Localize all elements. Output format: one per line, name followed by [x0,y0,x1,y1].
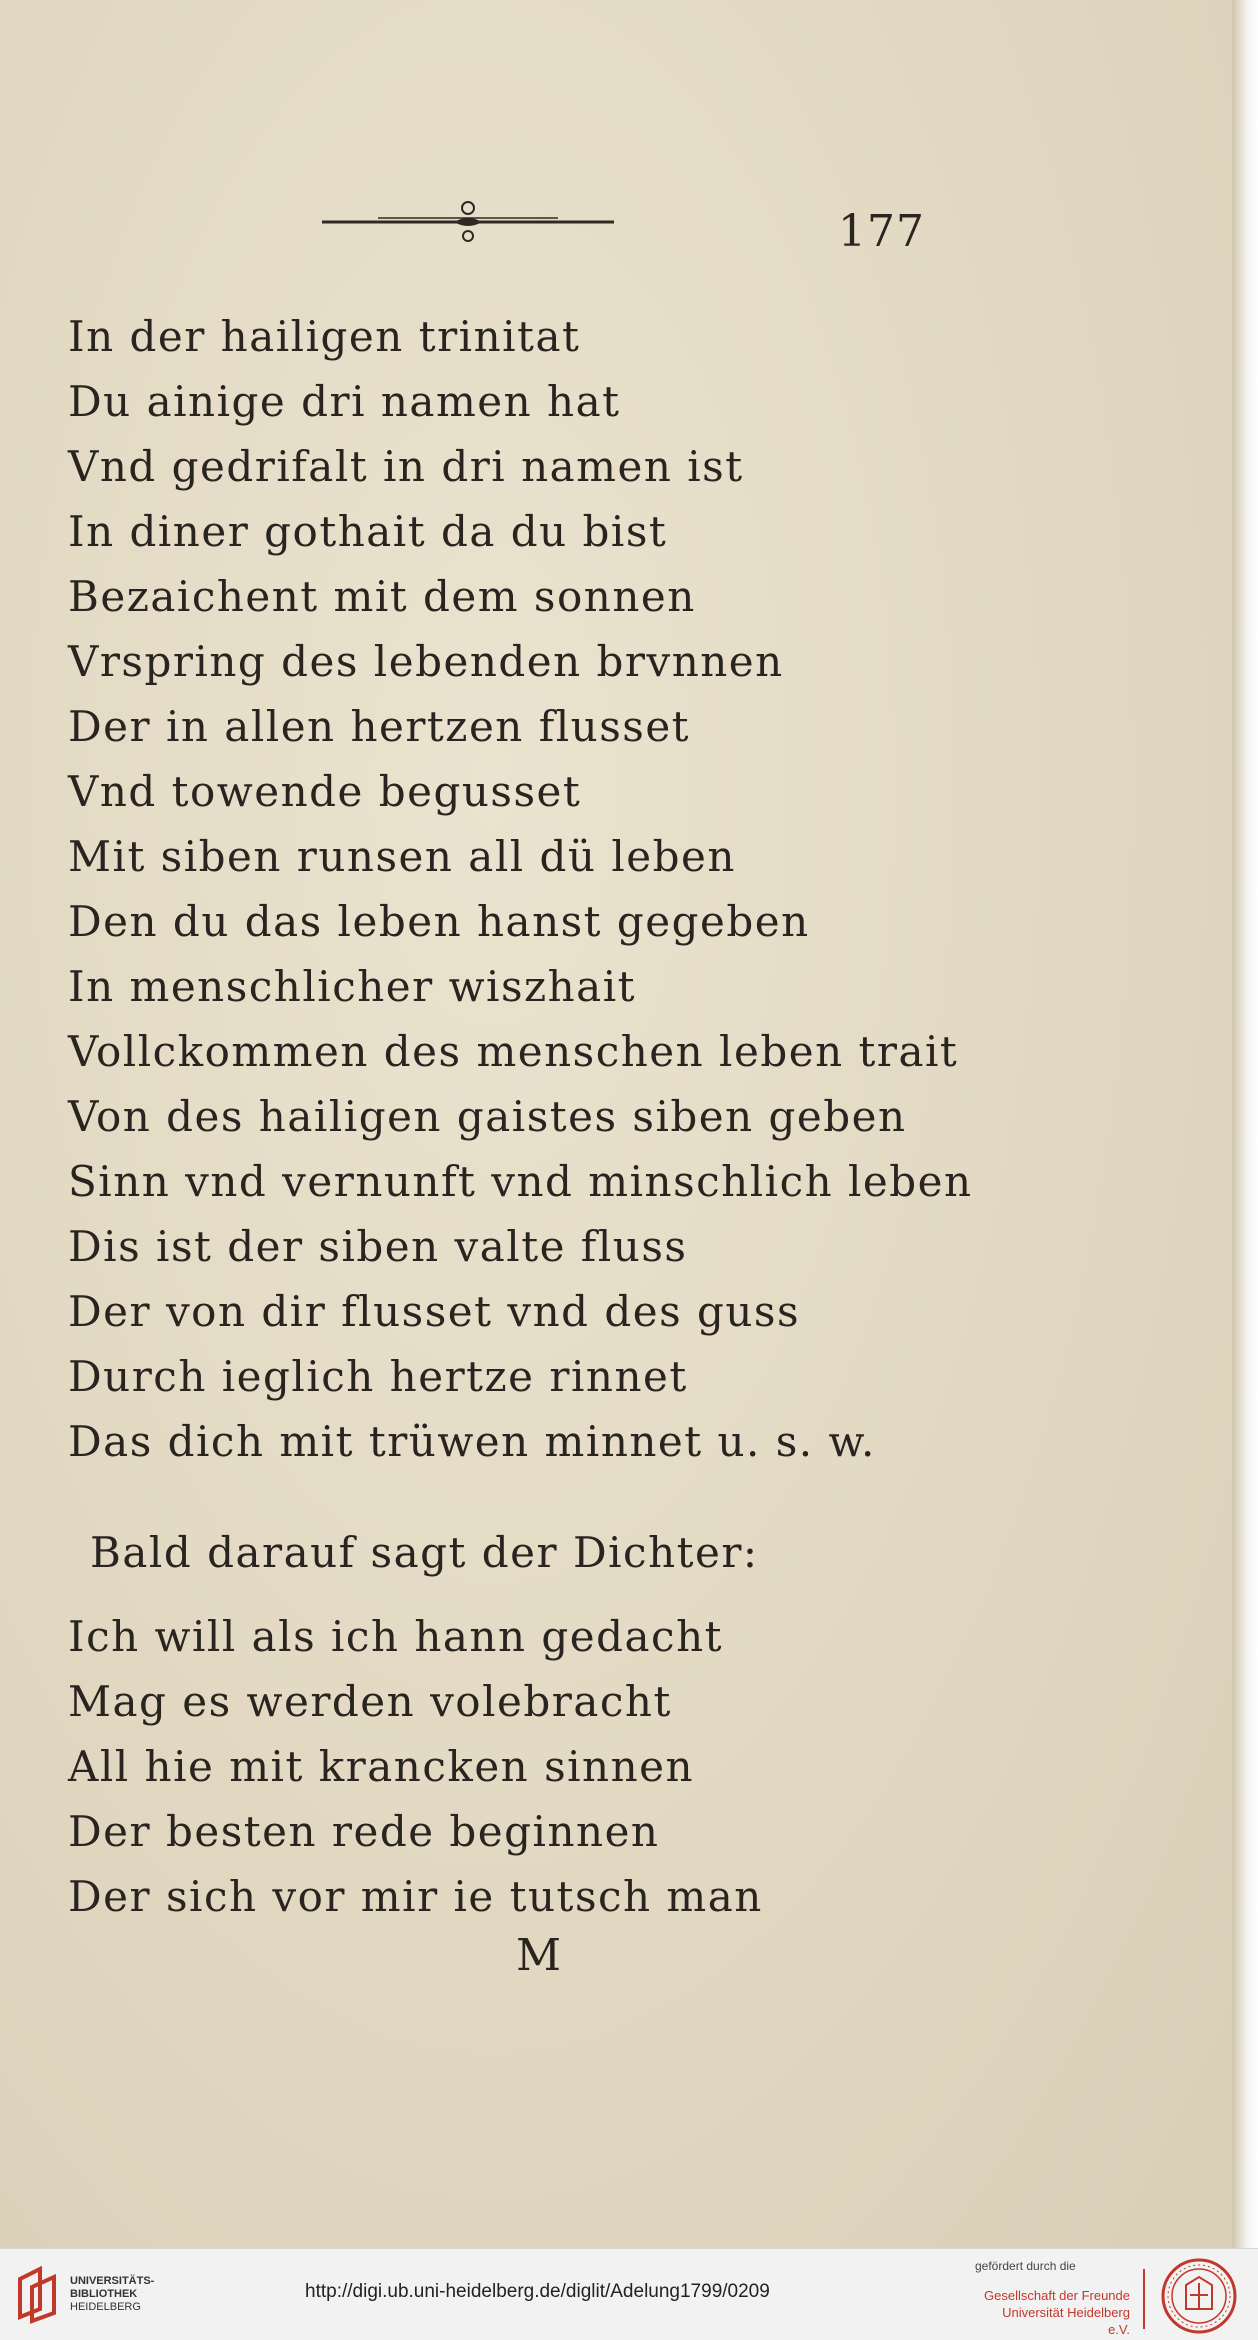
university-seal-icon [1160,2257,1238,2335]
page-number: 177 [838,206,925,257]
verse-line: In menschlicher wiszhait [68,962,637,1011]
sponsor-name-line: Universität Heidelberg e.V. [1002,2305,1130,2337]
verse-line: Der sich vor mir ie tutsch man [68,1872,763,1921]
verse-line: Durch ieglich hertze rinnet [68,1352,688,1401]
poem-first-part [68,304,973,1474]
sponsor-label: gefördert durch die [975,2259,1076,2273]
digital-copy-url[interactable]: http://digi.ub.uni-heidelberg.de/diglit/Adelung1799/0209 [305,2281,770,2302]
verse-line: Den du das leben hanst gegeben [68,897,810,946]
footer-bar [0,2248,1258,2340]
verse-line: Vrspring des lebenden brvnnen [68,637,784,686]
university-library-logo-icon [14,2265,62,2325]
verse-line: Ich will als ich hann gedacht [68,1612,724,1661]
verse-line: In der hailigen trinitat [68,312,581,361]
verse-line: Der von dir flusset vnd des guss [68,1287,801,1336]
verse-line: Mit siben runsen all dü leben [68,832,736,881]
verse-line: In diner gothait da du bist [68,507,668,556]
interlude-line: Bald darauf sagt der Dichter: [90,1528,759,1577]
verse-line: Dis ist der siben valte fluss [68,1222,688,1271]
library-name-line: BIBLIOTHEK [70,2288,138,2300]
sponsor-name-line: Gesellschaft der Freunde [984,2288,1130,2303]
verse-line: All hie mit krancken sinnen [68,1742,695,1791]
library-name-line: HEIDELBERG [70,2301,141,2313]
verse-line: Vnd gedrifalt in dri namen ist [68,442,744,491]
verse-line: Mag es werden volebracht [68,1677,672,1726]
signature-mark: M [516,1930,562,1981]
ornament-rule-icon [318,196,618,246]
sponsor-name [980,2287,1130,2338]
verse-line: Das dich mit trüwen minnet u. s. w. [68,1417,876,1466]
verse-line: Der besten rede beginnen [68,1807,660,1856]
library-name [70,2275,154,2314]
verse-line: Von des hailigen gaistes siben geben [68,1092,907,1141]
verse-line: Vollckommen des menschen leben trait [68,1027,959,1076]
library-name-line: UNIVERSITÄTS- [70,2275,155,2287]
poem-second-part [68,1604,763,1929]
verse-line: Bezaichent mit dem sonnen [68,572,696,621]
verse-line: Vnd towende begusset [68,767,582,816]
footer-divider [1143,2269,1145,2329]
page-edge [1232,0,1258,2248]
verse-line: Du ainige dri namen hat [68,377,621,426]
verse-line: Sinn vnd vernunft vnd minschlich leben [68,1157,973,1206]
verse-line: Der in allen hertzen flusset [68,702,691,751]
